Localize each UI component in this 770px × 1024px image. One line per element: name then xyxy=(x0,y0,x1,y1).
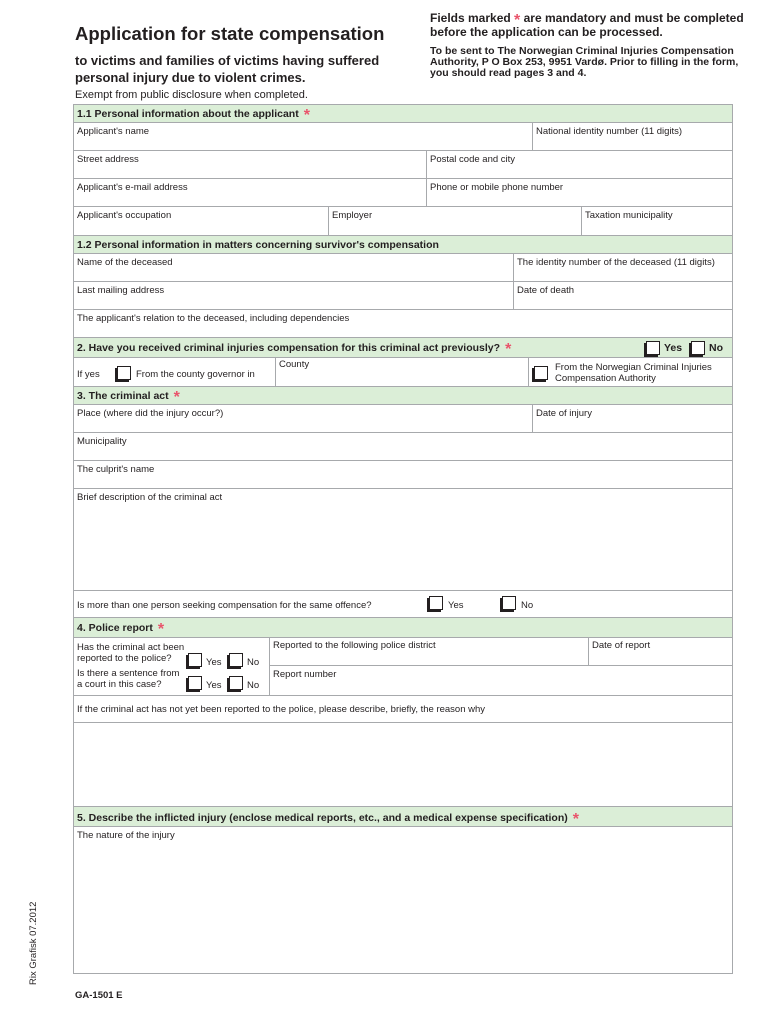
municipality-field[interactable]: Municipality xyxy=(74,433,732,461)
section-4-header: 4. Police report * xyxy=(74,618,732,638)
row-more-than-one: Is more than one person seeking compensation for the same offence? Yes No xyxy=(74,591,732,618)
postal-code-field[interactable]: Postal code and city xyxy=(426,151,732,178)
row-place xyxy=(74,405,732,433)
national-id-field[interactable]: National identity number (11 digits) xyxy=(532,123,732,150)
not-reported-label-row: If the criminal act has not yet been reported to the police, please describe, briefly, the reason why xyxy=(74,696,732,723)
reported-no-checkbox[interactable] xyxy=(229,653,243,667)
phone-field[interactable]: Phone or mobile phone number xyxy=(426,179,732,206)
applicant-name-field[interactable]: Applicant's name xyxy=(77,126,150,137)
required-star-icon: * xyxy=(572,811,579,828)
required-star-icon: * xyxy=(303,107,310,124)
form-subtitle: to victims and families of victims having suffered personal injury due to violent crimes. xyxy=(75,53,380,85)
form-title: Application for state compensation xyxy=(75,23,385,44)
deceased-id-field[interactable]: The identity number of the deceased (11 digits) xyxy=(513,254,732,281)
section-2-header: 2. Have you received criminal injuries compensation for this criminal act previously? * Yes No xyxy=(74,338,732,358)
previous-compensation-no-checkbox[interactable] xyxy=(691,341,705,355)
sentence-yes-checkbox[interactable] xyxy=(188,676,202,690)
form-code: GA-1501 E xyxy=(75,990,123,1001)
row-contact xyxy=(74,179,732,207)
required-star-icon: * xyxy=(514,12,521,29)
injury-nature-field[interactable]: The nature of the injury xyxy=(77,830,175,841)
criminal-act-description-field[interactable]: Brief description of the criminal act xyxy=(74,489,732,591)
required-star-icon: * xyxy=(157,621,165,638)
application-form xyxy=(73,104,733,974)
row-work xyxy=(74,207,732,236)
date-of-report-field[interactable]: Date of report xyxy=(588,638,732,666)
date-of-death-field[interactable]: Date of death xyxy=(513,282,732,309)
printer-credit: Rix Grafisk 07.2012 xyxy=(28,901,39,985)
culprit-name-field[interactable]: The culprit's name xyxy=(74,461,732,489)
email-field[interactable]: Applicant's e-mail address xyxy=(77,182,188,193)
section-1-2-header: 1.2 Personal information in matters concerning survivor's compensation xyxy=(74,236,732,254)
last-address-field[interactable]: Last mailing address xyxy=(77,285,165,296)
header-right xyxy=(430,12,750,79)
county-field[interactable]: County xyxy=(275,358,528,386)
county-governor-checkbox[interactable] xyxy=(117,366,131,380)
previous-compensation-yes-checkbox[interactable] xyxy=(646,341,660,355)
authority-option: From the Norwegian Criminal Injuries Compensation Authority xyxy=(528,358,732,386)
section-3-header: 3. The criminal act * xyxy=(74,387,732,405)
reported-yes-checkbox[interactable] xyxy=(188,653,202,667)
place-field[interactable]: Place (where did the injury occur?) xyxy=(77,408,224,419)
section-1-1-header: 1.1 Personal information about the applicant * xyxy=(74,105,732,123)
mandatory-note: Fields marked * are mandatory and must be completed before the application can be processed. xyxy=(430,11,744,39)
row-deceased xyxy=(74,254,732,282)
police-district-field[interactable]: Reported to the following police district xyxy=(269,638,588,666)
more-than-one-no-checkbox[interactable] xyxy=(502,596,516,610)
police-questions: Has the criminal act been reported to the police? Yes No Is there a sentence from a court in this case? Yes No xyxy=(77,642,260,691)
row-if-yes: If yes From the county governor in County From the Norwegian Criminal Injuries Compensation Authority xyxy=(74,358,732,387)
more-than-one-yes-checkbox[interactable] xyxy=(429,596,443,610)
row-last-address xyxy=(74,282,732,310)
not-reported-reason-field[interactable] xyxy=(74,723,732,807)
section-5-header: 5. Describe the inflicted injury (enclose medical reports, etc., and a medical expense specification) * xyxy=(74,807,732,827)
street-address-field[interactable]: Street address xyxy=(77,154,139,165)
date-of-injury-field[interactable]: Date of injury xyxy=(532,405,732,432)
deceased-name-field[interactable]: Name of the deceased xyxy=(77,257,173,268)
row-address xyxy=(74,151,732,179)
sentence-no-checkbox[interactable] xyxy=(229,676,243,690)
relation-field[interactable]: The applicant's relation to the deceased, including dependencies xyxy=(74,310,732,338)
send-to-note: To be sent to The Norwegian Criminal Injuries Compensation Authority, P O Box 253, 9951 Vardø. Prior to filling in the form, you should read pages 3 and 4. xyxy=(430,45,739,79)
required-star-icon: * xyxy=(173,389,180,406)
authority-checkbox[interactable] xyxy=(534,366,548,380)
report-number-field[interactable]: Report number xyxy=(269,666,732,696)
row-police xyxy=(74,638,732,696)
occupation-field[interactable]: Applicant's occupation xyxy=(77,210,172,221)
taxation-municipality-field[interactable]: Taxation municipality xyxy=(581,207,732,235)
required-star-icon: * xyxy=(505,341,512,358)
row-name-id xyxy=(74,123,732,151)
employer-field[interactable]: Employer xyxy=(328,207,581,235)
exempt-note: Exempt from public disclosure when completed. xyxy=(75,89,308,101)
header-left xyxy=(75,20,425,102)
